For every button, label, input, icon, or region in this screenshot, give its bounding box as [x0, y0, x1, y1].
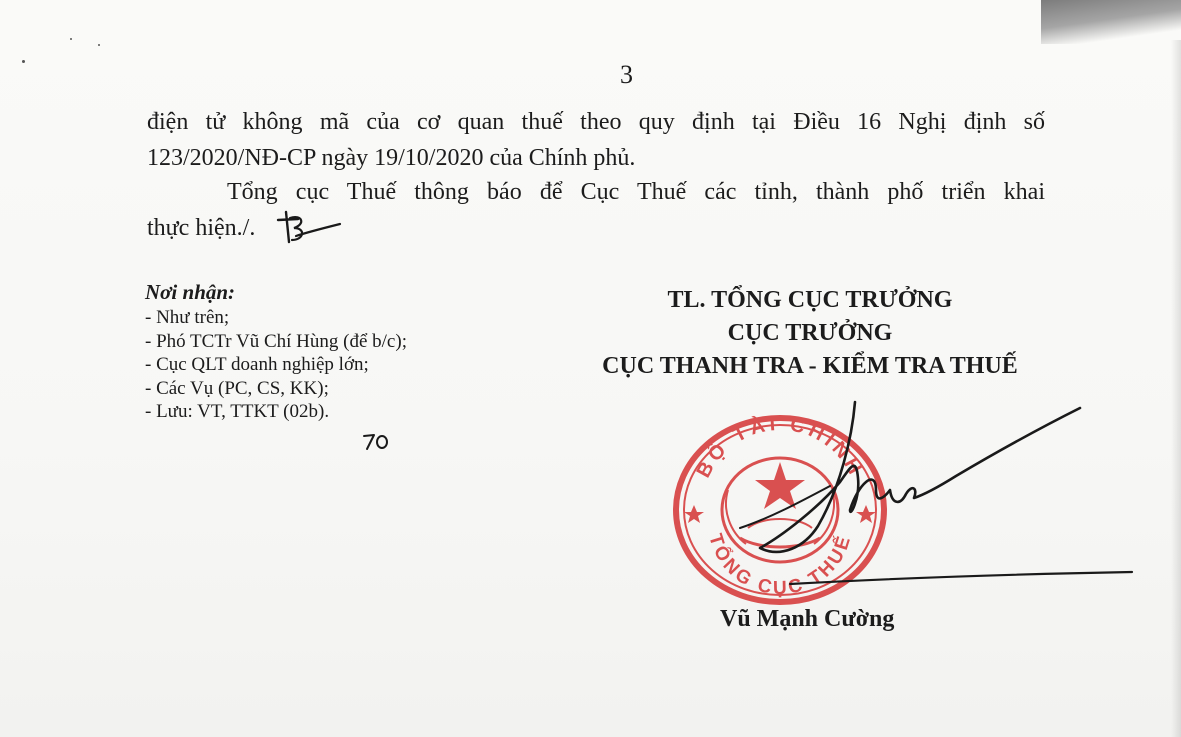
recipient-item: - Cục QLT doanh nghiệp lớn; — [145, 354, 369, 375]
recipient-item: - Như trên; — [145, 307, 230, 328]
recipient-item: - Phó TCTr Vũ Chí Hùng (để b/c); — [145, 330, 407, 352]
signer-name: Vũ Mạnh Cường — [720, 606, 895, 632]
scan-corner-shadow — [1041, 0, 1181, 44]
recipients-list — [145, 306, 407, 424]
body-line: 123/2020/NĐ-CP ngày 19/10/2020 của Chính phủ. — [147, 145, 636, 171]
scan-speck — [22, 60, 25, 63]
scan-edge-shadow — [1171, 40, 1181, 737]
page-number: 3 — [620, 60, 633, 89]
signer-title: CỤC THANH TRA - KIỂM TRA THUẾ — [602, 353, 1018, 379]
handwritten-signature — [700, 398, 1140, 588]
body-line-closing: thực hiện./. — [147, 215, 256, 241]
seal-top-text: BỘ TÀI CHÍNH — [692, 412, 868, 482]
seal-bottom-text: TỔNG CỤC THUẾ — [704, 531, 856, 600]
signer-block — [560, 284, 1060, 383]
recipients-title: Nơi nhận: — [145, 280, 236, 304]
scan-speck — [70, 38, 72, 40]
recipient-item: - Lưu: VT, TTKT (02b). — [145, 401, 330, 422]
recipient-item: - Các Vụ (PC, CS, KK); — [145, 377, 329, 399]
recipients-block — [145, 278, 407, 424]
signer-title: TL. TỔNG CỤC TRƯỞNG — [667, 287, 953, 313]
body-line: Tổng cục Thuế thông báo để Cục Thuế các tỉnh, thành phố triển khai — [227, 179, 1045, 205]
signer-title: CỤC TRƯỞNG — [727, 320, 893, 346]
scan-speck — [98, 44, 100, 46]
handwritten-copy-count — [362, 432, 392, 452]
body-line: điện tử không mã của cơ quan thuế theo quy định tại Điều 16 Nghị định số — [147, 109, 1045, 135]
initials-mark — [268, 206, 346, 248]
